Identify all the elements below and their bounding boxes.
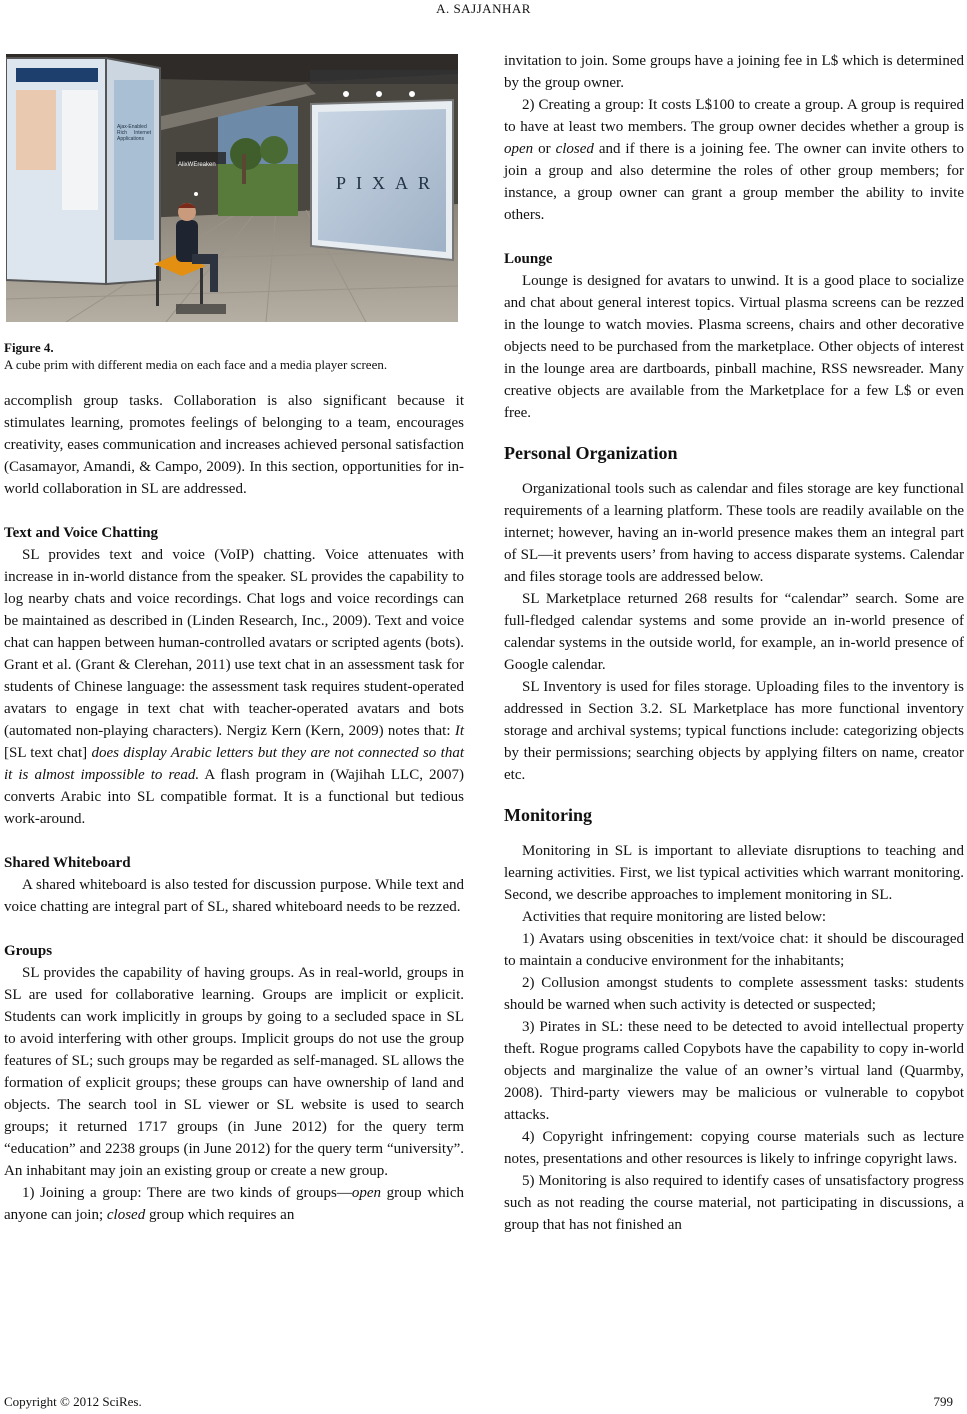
section-monitoring: Monitoring bbox=[504, 805, 592, 825]
subheading-whiteboard: Shared Whiteboard bbox=[4, 855, 131, 871]
text-run: A flash program in (Wajihah LLC, 2007) converts Arabic into SL compatible format. It is a functional but tedious work-around. bbox=[4, 767, 465, 827]
paragraph: SL Inventory is used for files storage. Uploading files to the inventory is addressed in Section 3.2. SL Marketplace has more functional inventory storage and archival systems; typical functions include: categorizing objects by their permissions; searching objects by applying filters on name, creator etc. bbox=[504, 679, 964, 783]
paragraph-whiteboard: A shared whiteboard is also tested for discussion purpose. While text and voice chatting are integral part of SL, shared whiteboard needs to be rezzed. bbox=[4, 877, 464, 915]
subheading-groups: Groups bbox=[4, 943, 53, 959]
subheading-text-voice: Text and Voice Chatting bbox=[4, 525, 159, 541]
text-run: group which requires an bbox=[145, 1207, 295, 1223]
figure-title: Figure 4. bbox=[4, 340, 54, 355]
text-run: group which anyone can join; bbox=[4, 1185, 465, 1223]
text-run: 2) Creating a group: It costs L$100 to create a group. A group is required to have at least two members. The group owner decides whether a group is bbox=[504, 97, 964, 135]
italic-run: open bbox=[504, 141, 534, 157]
figure-image bbox=[6, 54, 458, 322]
text-run: or bbox=[533, 141, 556, 157]
italic-run: closed bbox=[555, 141, 594, 157]
list-item: 1) Avatars using obscenities in text/voice chat: it should be discouraged to maintain a conducive environment for the inhabitants; bbox=[504, 931, 964, 969]
italic-run: does display Arabic letters but they are not connected so that it is almost impossible to read. bbox=[4, 745, 464, 783]
figure-caption: A cube prim with different media on each face and a media player screen. bbox=[4, 357, 388, 372]
italic-run: It bbox=[454, 723, 464, 739]
paragraph: Activities that require monitoring are listed below: bbox=[522, 909, 827, 925]
left-column bbox=[4, 46, 464, 1226]
list-item: 4) Copyright infringement: copying course materials such as lecture notes, presentations and other resources is likely to infringe copyright laws. bbox=[504, 1129, 964, 1167]
paragraph-lounge: Lounge is designed for avatars to unwind. It is a good place to socialize and chat about general interest topics. Virtual plasma screens can be rezzed in the lounge to watch movies. Plasma screens, chairs and other decorative objects need to be purchased from the marketplace. Other objects of interest in the lounge area are dartboards, pinball machine, RSS newsreader. Many creative objects are available from the Marketplace for a few L$ or even free. bbox=[504, 273, 964, 421]
figure-avatar-tag: AlixWEreaken bbox=[178, 162, 216, 168]
paragraph: Monitoring in SL is important to alleviate disruptions to teaching and learning activities. First, we list typical activities which warrant monitoring. Second, we describe approaches to implement monitoring in SL. bbox=[504, 843, 964, 903]
list-item: 3) Pirates in SL: these need to be detected to avoid intellectual property theft. Rogue programs called Copybots have the capability to copy in-world objects and marginalize the value of an owner’s virtual land (Quarmby, 2008). Third-party viewers may be malicious or vulnerable to copybot attacks. bbox=[504, 1019, 964, 1123]
figure-cube-text: Ajax-Enabled Rich Internet Applications bbox=[117, 124, 151, 142]
paragraph-text-voice bbox=[4, 544, 464, 830]
paragraph: invitation to join. Some groups have a joining fee in L$ which is determined by the group owner. bbox=[504, 53, 964, 91]
paragraph: accomplish group tasks. Collaboration is also significant because it stimulates learning, promotes feelings of belonging to a team, encourages creativity, eases communication and increases achieved personal satisfaction (Casamayor, Amandi, & Campo, 2009). In this section, opportunities for in-world collaboration in SL are addressed. bbox=[4, 393, 464, 497]
text-run: SL provides text and voice (VoIP) chatting. Voice attenuates with increase in in-world distance from the speaker. SL provides the capability to log nearby chats and voice recordings. Chat logs and voice recordings can be maintained as described in (Linden Research, Inc., 2009). Text and voice chat can happen between human-controlled avatars or scripted agents (bots). Grant et al. (Grant & Clerehan, 2011) use text chat in an assessment task for students of Chinese language: the assessment task requires student-operated avatars to engage in text chat with teacher-operated avatars and bots (automated non-playing characters). Nergiz Kern (Kern, 2009) notes that: bbox=[4, 547, 464, 739]
paragraph-groups: SL provides the capability of having groups. As in real-world, groups in SL are used for collaborative learning. Groups are implicit or explicit. Students can work implicitly in groups by going to a secluded space in SL to avoid interfering with other groups. Implicit groups do not use the group features of SL; such groups may be regarded as self-managed. SL allows the formation of explicit groups; these groups can have ownership of land and objects. The search tool in SL viewer or SL website is used to search groups; it returned 1717 groups (in June 2012) for the query term “education” and 2238 groups (in June 2012) for the query term “university”. An inhabitant may join an existing group or create a new group. bbox=[4, 965, 464, 1179]
paragraph: SL Marketplace returned 268 results for “calendar” search. Some are full-fledged calendar systems and some provide an in-world presence of calendar systems in the outside world, for example, an in-world presence of Google calendar. bbox=[504, 591, 964, 673]
right-column bbox=[504, 50, 964, 1236]
list-item: 2) Collusion amongst students to complete assessment tasks: students should be warned when such activity is detected or suspected; bbox=[504, 975, 964, 1013]
footer-copyright: Copyright © 2012 SciRes. bbox=[4, 1394, 142, 1409]
paragraph-creating bbox=[504, 94, 964, 226]
text-run: and if there is a joining fee. The owner can invite others to join a group and also determine the roles of other group members; for instance, a group owner can grant a group member the ability to invite others. bbox=[504, 141, 965, 223]
running-header: A. SAJJANHAR bbox=[436, 1, 531, 16]
subheading-lounge: Lounge bbox=[504, 251, 553, 267]
paragraph: Organizational tools such as calendar and files storage are key functional requirements of a learning platform. These tools are readily available on the internet; however, having an in-world presence makes them an integral part of SL—it prevents users’ from having to access disparate systems. Calendar and files storage tools are addressed below. bbox=[504, 481, 964, 585]
italic-run: open bbox=[351, 1185, 382, 1201]
figure-screen-text: PIXAR bbox=[336, 173, 441, 193]
list-item: 5) Monitoring is also required to identify cases of unsatisfactory progress such as not reading the course material, not participating in discussions, a group that has not finished an bbox=[504, 1173, 964, 1233]
section-personal-organization: Personal Organization bbox=[504, 443, 678, 463]
text-run: 1) Joining a group: There are two kinds of groups— bbox=[22, 1185, 352, 1201]
italic-run: closed bbox=[106, 1207, 146, 1223]
paragraph-joining bbox=[4, 1182, 464, 1226]
text-run: [SL text chat] bbox=[4, 745, 92, 761]
page-number: 799 bbox=[933, 1394, 953, 1409]
